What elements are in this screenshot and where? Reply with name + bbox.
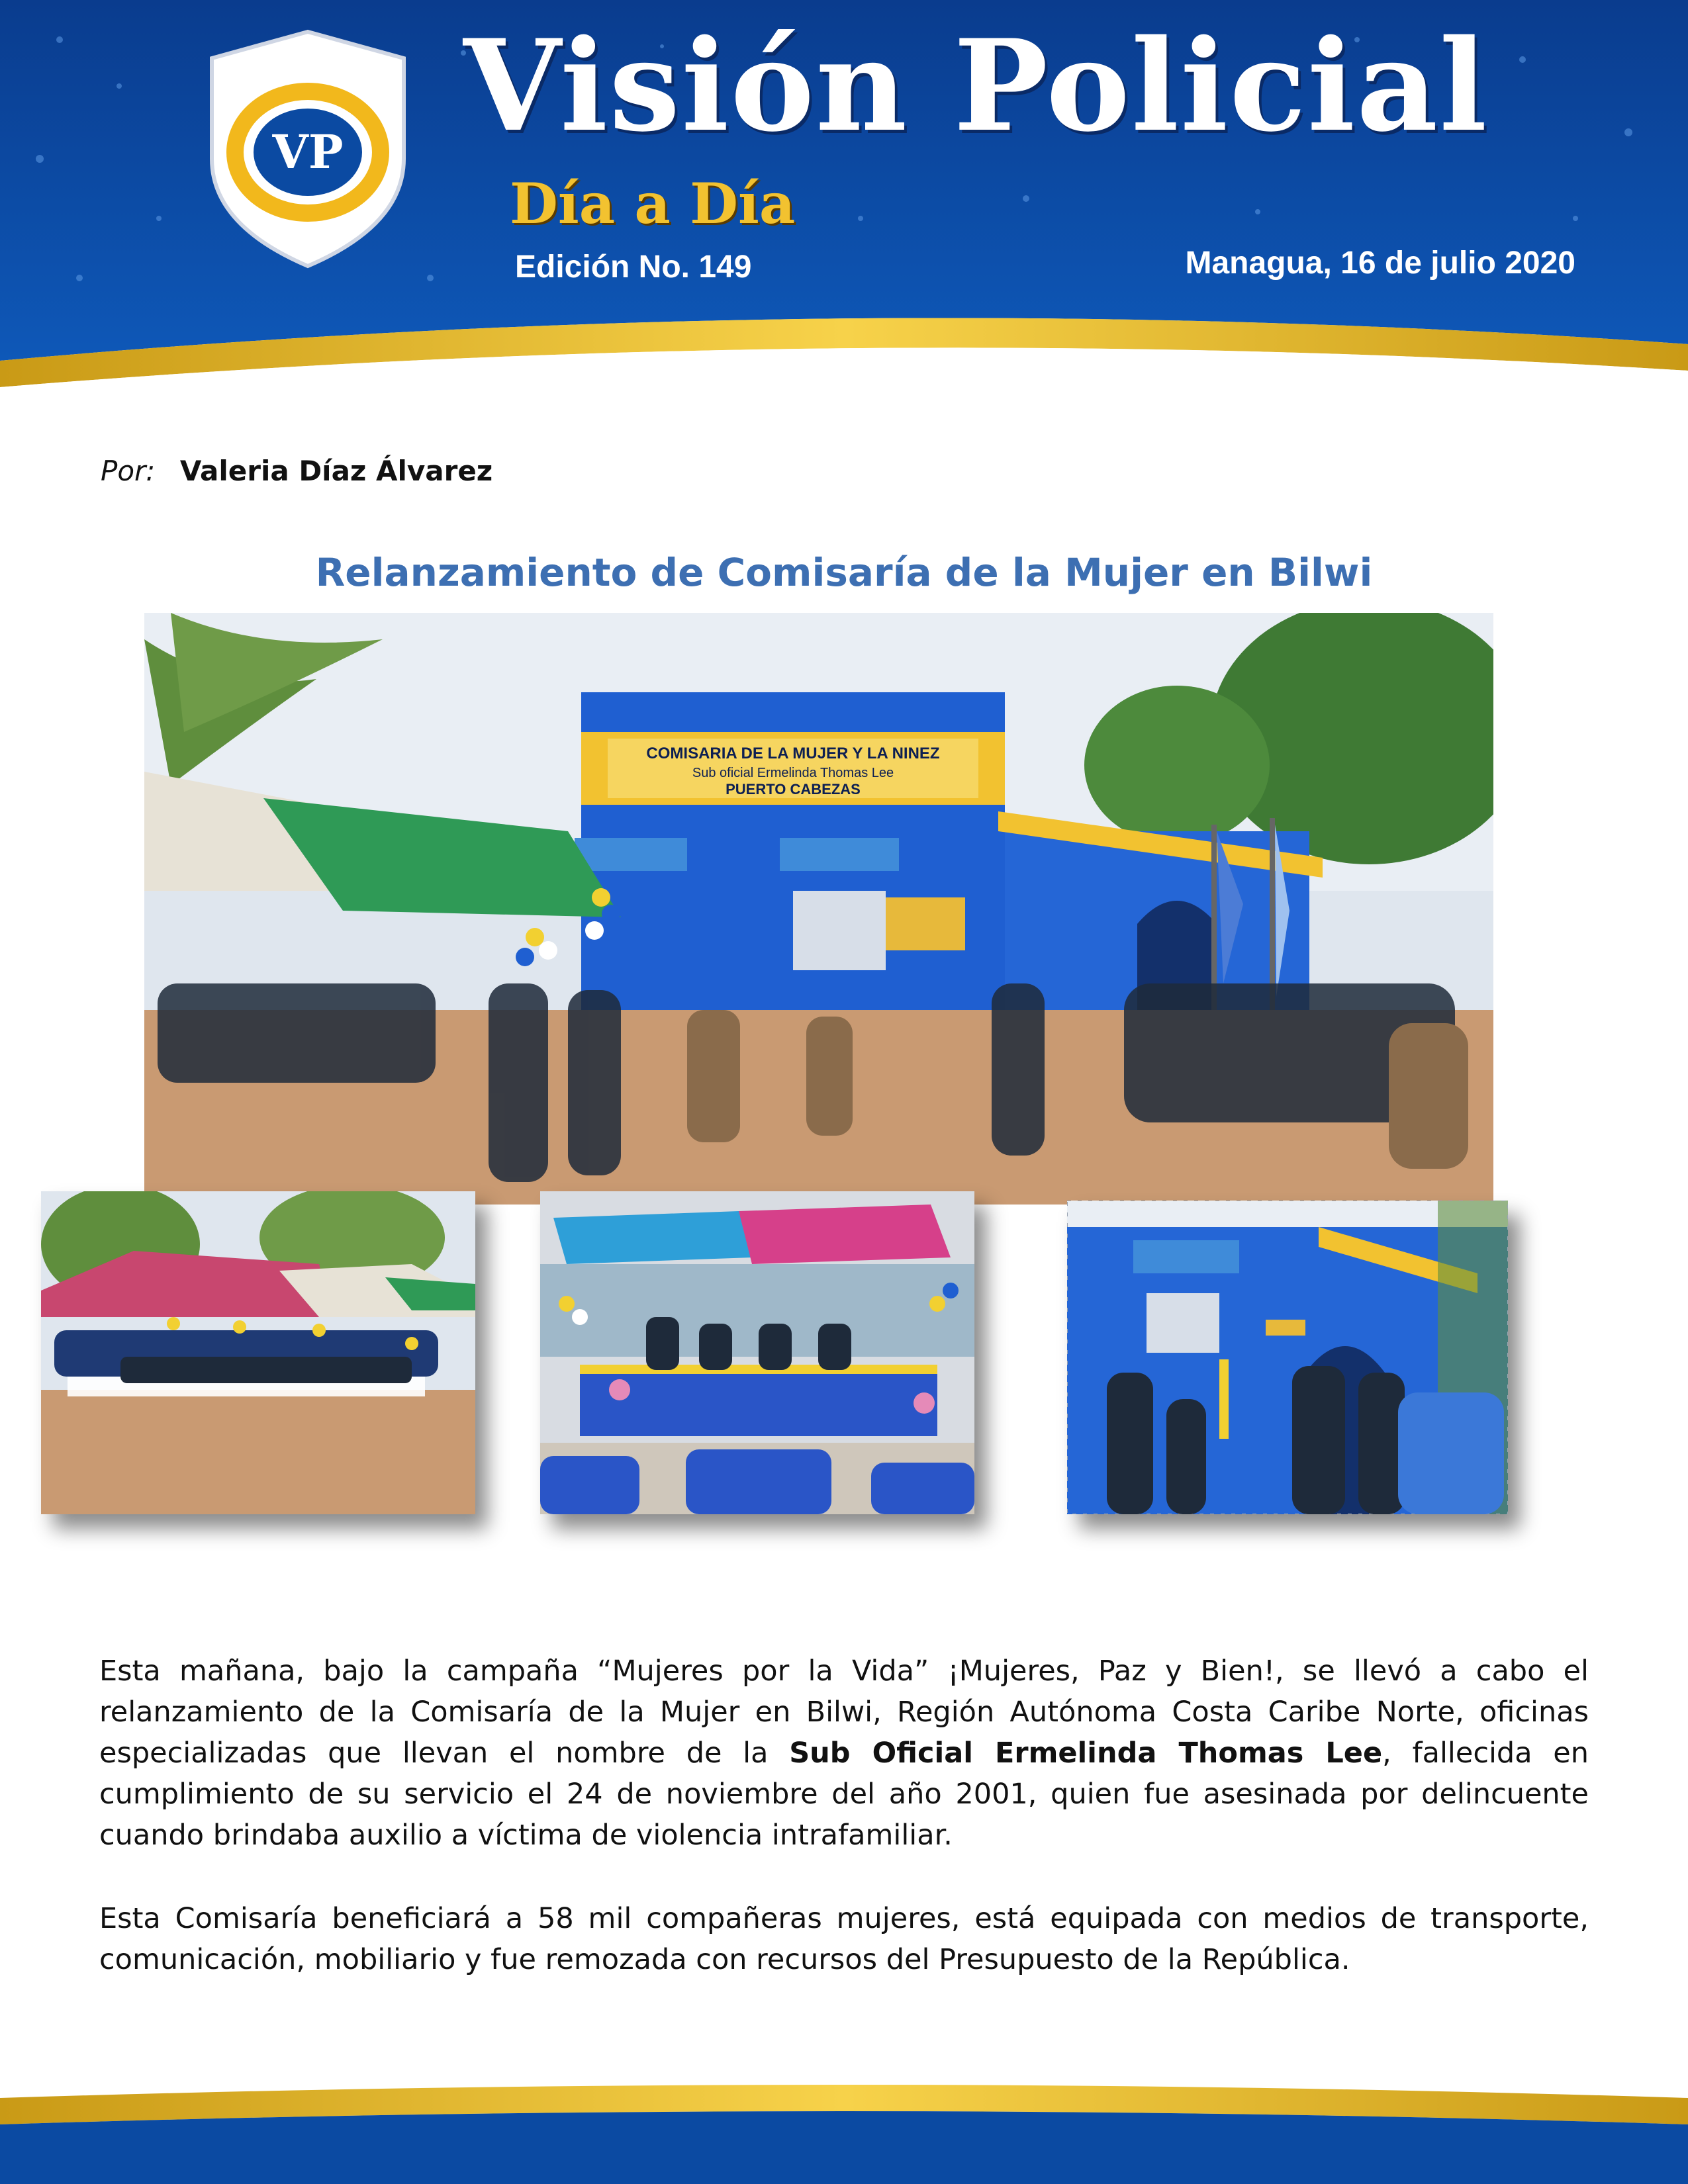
main-photo-sign-line2: Sub oficial Ermelinda Thomas Lee <box>692 766 894 780</box>
photo-audience-under-tents <box>41 1191 475 1514</box>
masthead-title: Visión Policial <box>463 12 1489 159</box>
masthead <box>0 0 1688 424</box>
vp-logo-text: VP <box>272 124 344 179</box>
masthead-subtitle: Día a Día <box>510 171 796 236</box>
footer-band <box>0 2078 1688 2184</box>
main-photo-sign-line3: PUERTO CABEZAS <box>726 781 861 797</box>
byline-author: Valeria Díaz Álvarez <box>179 455 493 487</box>
article-paragraph-1 <box>99 1651 1589 1862</box>
dateline: Managua, 16 de julio 2020 <box>1185 246 1575 281</box>
article-title: Relanzamiento de Comisaría de la Mujer en Bilwi <box>315 550 1373 595</box>
article-paragraph-2: Esta Comisaría beneficiará a 58 mil compañeras mujeres, está equipada con medios de transporte, comunicación, mobiliario y fue remozada con recursos del Presupuesto de la República. <box>99 1902 1589 1976</box>
photo-presidium-table <box>540 1191 974 1514</box>
main-photo-sign-line1: COMISARIA DE LA MUJER Y LA NINEZ <box>646 745 940 762</box>
paragraph-1-text-end: , fallecida en cumplimiento de su servicio el 24 de noviembre del año 2001, quien fue asesinada por delincuente cuando brindaba auxilio a víctima de violencia intrafamiliar. <box>99 1737 1589 1852</box>
honoree-name: Sub Oficial Ermelinda Thomas Lee <box>789 1737 1383 1770</box>
paragraph-1-text-start: Esta mañana, bajo la campaña “Mujeres por la Vida” ¡Mujeres, Paz y Bien!, se llevó a cabo el relanzamiento de la Comisaría de la Mujer en Bilwi, Región Autónoma Costa Caribe Norte, oficinas especializadas que llevan el nombre de la <box>99 1655 1589 1770</box>
main-photo-comisaria-building <box>144 613 1493 1205</box>
vp-shield-logo <box>199 26 417 271</box>
byline-label: Por: <box>101 455 156 487</box>
edition-number: Edición No. 149 <box>515 250 752 285</box>
photo-plaque-unveiling <box>1067 1201 1508 1514</box>
byline <box>101 453 895 490</box>
